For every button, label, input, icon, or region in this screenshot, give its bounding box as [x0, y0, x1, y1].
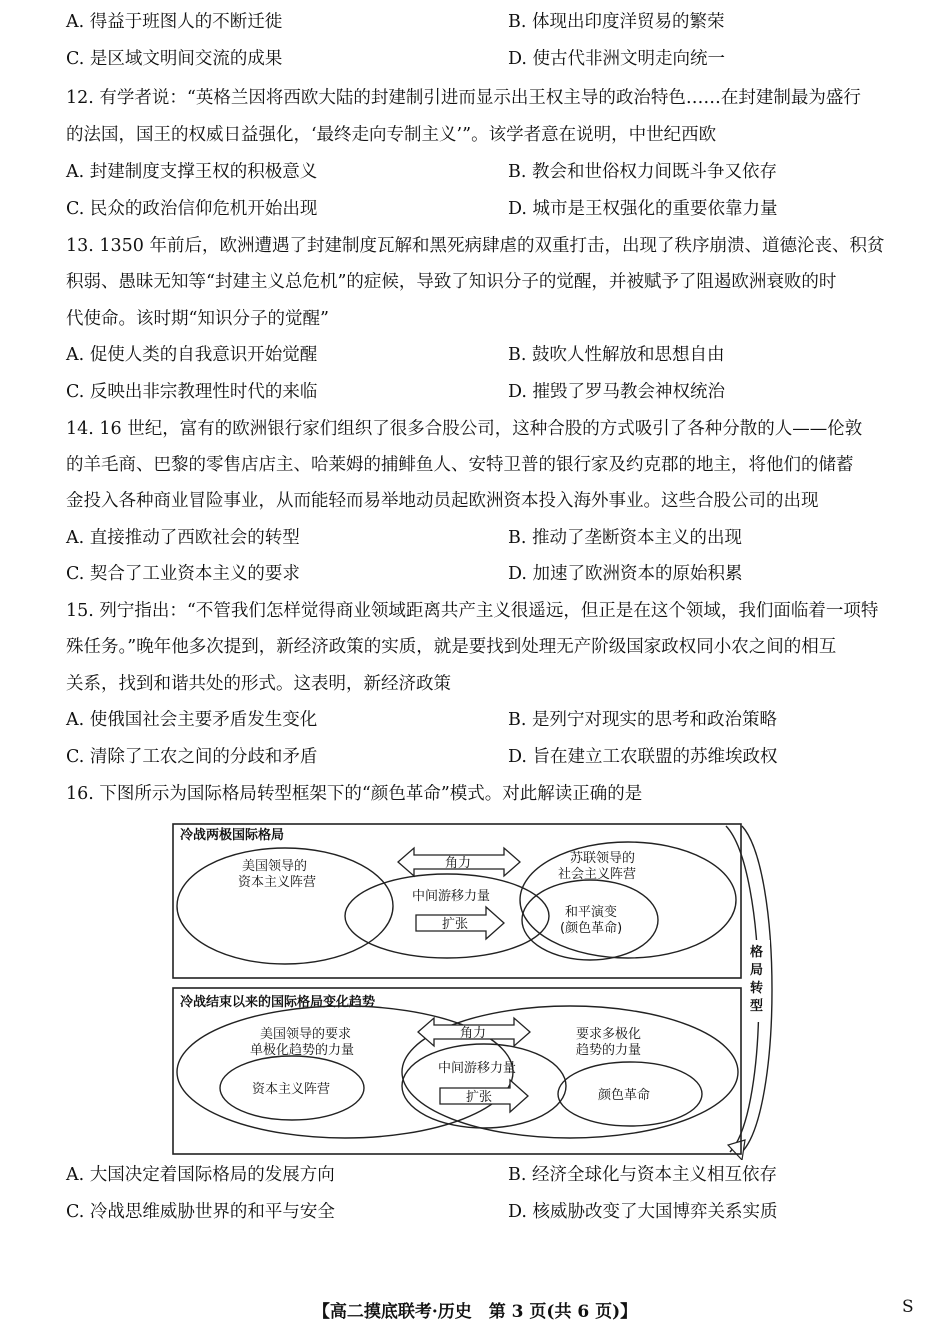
q11-option-c: C. 是区域文明间交流的成果	[66, 49, 283, 69]
q13-stem-line-2: 积弱、愚昧无知等“封建主义总危机”的症候，导致了知识分子的觉醒，并被赋予了阻遏欧洲衰败的时	[66, 272, 837, 292]
q12-option-d: D. 城市是王权强化的重要依靠力量	[508, 199, 778, 219]
q14-option-a: A. 直接推动了西欧社会的转型	[66, 528, 300, 548]
q12-option-c: C. 民众的政治信仰危机开始出现	[66, 199, 318, 219]
top-left-label-2: 资本主义阵营	[238, 875, 317, 890]
bottom-title: 冷战结束以来的国际格局变化趋势	[180, 995, 376, 1010]
bottom-left-label-2: 单极化趋势的力量	[250, 1043, 355, 1058]
q14-stem-line-3: 金投入各种商业冒险事业，从而能轻而易举地动员起欧洲资本投入海外事业。这些合股公司的出现	[66, 491, 819, 511]
page-footer: 【高二摸底联考·历史 第 3 页(共 6 页)】	[312, 1302, 638, 1322]
q15-option-d: D. 旨在建立工农联盟的苏维埃政权	[508, 747, 778, 767]
bottom-middle-label: 中间游移力量	[438, 1061, 517, 1076]
top-jiaoli-label: 角力	[445, 856, 472, 871]
q13-stem-line-3: 代使命。该时期“知识分子的觉醒”	[66, 309, 329, 329]
bottom-capital-label: 资本主义阵营	[252, 1082, 331, 1097]
q15-stem-line-3: 关系，找到和谐共处的形式。这表明，新经济政策	[66, 674, 451, 694]
q14-option-c: C. 契合了工业资本主义的要求	[66, 564, 300, 584]
q14-stem-line-2: 的羊毛商、巴黎的零售店店主、哈莱姆的捕鲱鱼人、安特卫普的银行家及约克郡的地主，将他们的储蓄	[66, 455, 854, 475]
q16-option-b: B. 经济全球化与资本主义相互依存	[508, 1165, 777, 1185]
top-right-label-1: 苏联领导的	[570, 851, 636, 866]
q12-option-b: B. 教会和世俗权力间既斗争又依存	[508, 162, 777, 182]
q12-stem-line-2: 的法国，国王的权威日益强化，‘最终走向专制主义’”。该学者意在说明，中世纪西欧	[66, 125, 717, 145]
q13-stem-line-1: 13. 1350 年前后，欧洲遭遇了封建制度瓦解和黑死病肆虐的双重打击，出现了秩序崩溃、道德沦丧、积贫	[66, 236, 885, 256]
top-hp-ellipse	[522, 880, 658, 960]
q15-option-b: B. 是列宁对现实的思考和政治策略	[508, 710, 777, 730]
side-char-2: 局	[750, 963, 764, 978]
q15-stem-line-2: 殊任务。”晚年他多次提到，新经济政策的实质，就是要找到处理无产阶级国家政权同小农之间的相互	[66, 637, 837, 657]
corner-mark: S	[902, 1297, 914, 1317]
top-hp-label-1: 和平演变	[565, 905, 618, 920]
top-title: 冷战两极国际格局	[180, 828, 285, 843]
q11-option-a: A. 得益于班图人的不断迁徙	[66, 12, 283, 32]
bottom-left-label-1: 美国领导的要求	[260, 1027, 352, 1042]
top-middle-label: 中间游移力量	[412, 889, 491, 904]
top-left-label-1: 美国领导的	[242, 859, 308, 874]
top-right-label-2: 社会主义阵营	[558, 867, 637, 882]
q11-option-b: B. 体现出印度洋贸易的繁荣	[508, 12, 725, 32]
bottom-middle-ellipse	[402, 1044, 566, 1128]
pattern-diagram	[170, 820, 782, 1160]
bottom-kuozhang-label: 扩张	[466, 1090, 493, 1105]
top-hp-label-2: (颜色革命)	[560, 921, 623, 936]
q16-option-c: C. 冷战思维威胁世界的和平与安全	[66, 1202, 335, 1222]
q14-stem-line-1: 14. 16 世纪，富有的欧洲银行家们组织了很多合股公司，这种合股的方式吸引了各种分散的人——伦敦	[66, 419, 863, 439]
side-char-3: 转	[750, 981, 764, 996]
q15-option-c: C. 清除了工农之间的分歧和矛盾	[66, 747, 318, 767]
bottom-right-label-2: 趋势的力量	[576, 1043, 642, 1058]
side-char-4: 型	[750, 999, 764, 1014]
q11-option-d: D. 使古代非洲文明走向统一	[508, 49, 726, 69]
bottom-jiaoli-label: 角力	[460, 1026, 487, 1041]
q14-option-b: B. 推动了垄断资本主义的出现	[508, 528, 742, 548]
q12-option-a: A. 封建制度支撑王权的积极意义	[66, 162, 318, 182]
top-kuozhang-label: 扩张	[442, 917, 469, 932]
q15-stem-line-1: 15. 列宁指出：“不管我们怎样觉得商业领域距离共产主义很遥远，但正是在这个领域，我们面临着一项特	[66, 601, 879, 621]
bottom-right-label-1: 要求多极化	[576, 1027, 642, 1042]
q12-stem-line-1: 12. 有学者说：“英格兰因将西欧大陆的封建制引进而显示出王权主导的政治特色……在封建制最为盛行	[66, 88, 861, 108]
q13-option-a: A. 促使人类的自我意识开始觉醒	[66, 345, 318, 365]
q16-option-a: A. 大国决定着国际格局的发展方向	[66, 1165, 335, 1185]
q13-option-d: D. 摧毁了罗马教会神权统治	[508, 382, 726, 402]
bottom-color-label: 颜色革命	[598, 1088, 651, 1103]
transition-arrow-head-icon	[728, 1140, 745, 1160]
q13-option-b: B. 鼓吹人性解放和思想自由	[508, 345, 725, 365]
side-char-1: 格	[750, 945, 764, 960]
q16-option-d: D. 核威胁改变了大国博弈关系实质	[508, 1202, 778, 1222]
q13-option-c: C. 反映出非宗教理性时代的来临	[66, 382, 318, 402]
q16-stem-line-1: 16. 下图所示为国际格局转型框架下的“颜色革命”模式。对此解读正确的是	[66, 784, 643, 804]
q14-option-d: D. 加速了欧洲资本的原始积累	[508, 564, 743, 584]
q15-option-a: A. 使俄国社会主要矛盾发生变化	[66, 710, 318, 730]
